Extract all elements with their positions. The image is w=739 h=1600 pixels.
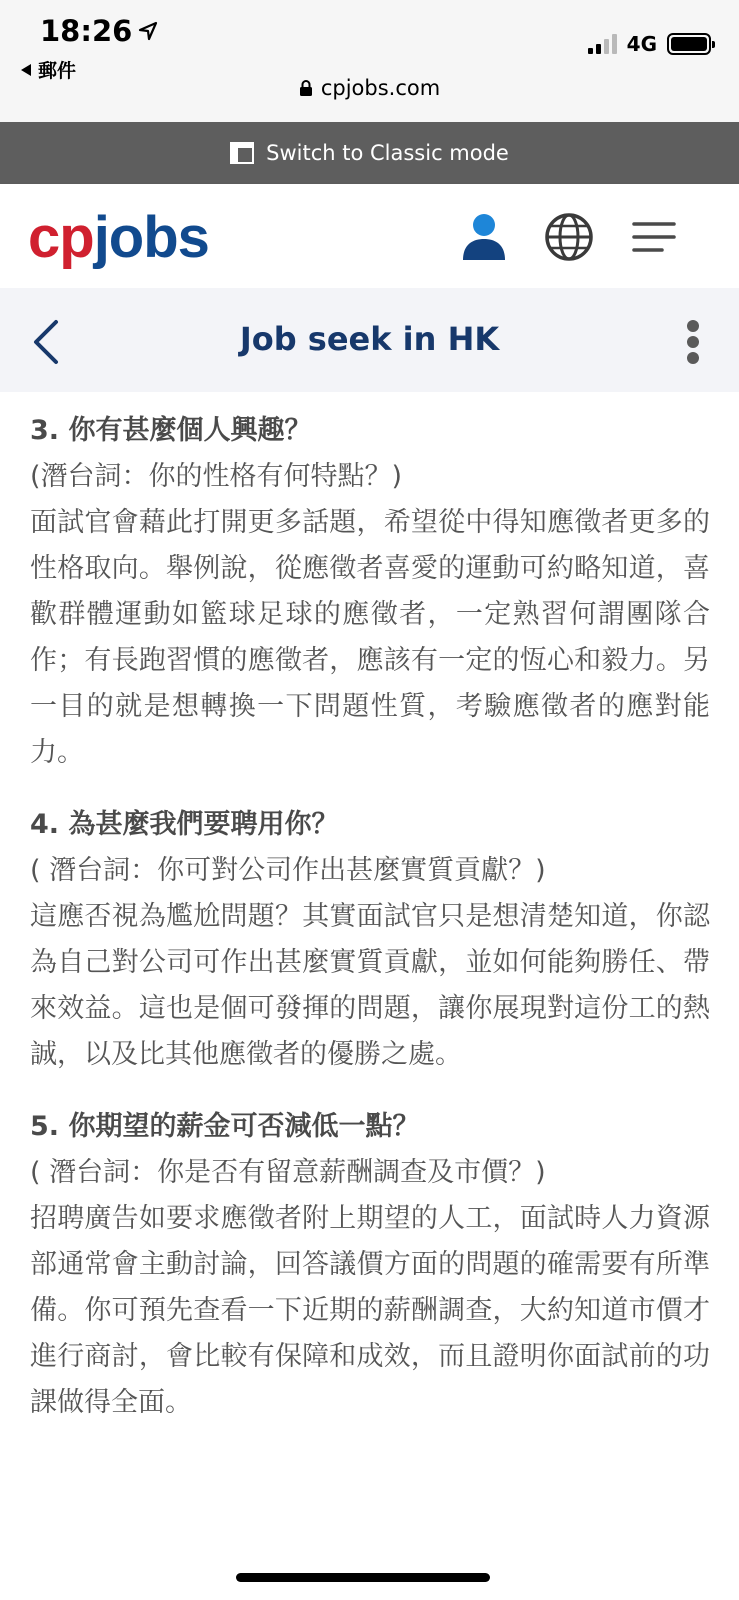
section-body: 這應否視為尷尬問題？其實面試官只是想清楚知道，你認為自己對公司可作出甚麼實質貢獻，並如何能夠勝任、帶來效益。這也是個可發揮的問題，讓你展現對這份工的熱誠，以及比其他應徵者的優勝之處。 — [30, 901, 710, 1070]
back-app-label: 郵件 — [38, 60, 77, 82]
back-triangle-icon — [20, 63, 32, 77]
battery-icon — [667, 33, 711, 55]
section-body: 招聘廣告如要求應徵者附上期望的人工，面試時人力資源部通常會主動討論，回答議價方面的問題的確需要有所準備。你可預先查看一下近期的薪酬調查，大約知道市價才進行商討，會比較有保障和成效，而且證明你面試前的功課做得全面。 — [30, 1203, 710, 1418]
section-subtitle: ( 潛台詞：你可對公司作出甚麼實質貢獻？) — [30, 855, 546, 886]
user-account-icon[interactable] — [460, 212, 508, 262]
section-subtitle: ( 潛台詞：你是否有留意薪酬調查及市價？) — [30, 1157, 546, 1188]
status-bar — [0, 0, 739, 122]
section-body: 面試官會藉此打開更多話題，希望從中得知應徵者更多的性格取向。舉例說，從應徵者喜愛的運動可約略知道，喜歡群體運動如籃球足球的應徵者，一定熟習何謂團隊合作；有長跑習慣的應徵者，應該有一定的恆心和毅力。另一目的就是想轉換一下問題性質，考驗應徵者的應對能力。 — [30, 507, 710, 768]
site-header — [0, 184, 739, 288]
article-section — [30, 408, 710, 776]
network-type: 4G — [626, 32, 657, 56]
status-indicators — [588, 32, 711, 56]
page-title: Job seek in HK — [239, 320, 500, 358]
article-content — [30, 408, 710, 1452]
time-label: 18:26 — [40, 14, 133, 48]
address-bar[interactable] — [0, 76, 739, 100]
lock-icon — [299, 79, 313, 97]
more-options-icon[interactable] — [685, 318, 701, 366]
switch-classic-mode-button[interactable] — [0, 122, 739, 184]
status-time — [40, 14, 158, 48]
url-text: cpjobs.com — [320, 76, 441, 100]
hamburger-menu-icon[interactable] — [632, 212, 676, 262]
home-indicator[interactable] — [236, 1573, 490, 1582]
logo-jobs: jobs — [93, 205, 209, 270]
logo-cp: cp — [28, 205, 94, 270]
section-title: 4. 為甚麼我們要聘用你？ — [30, 809, 339, 840]
location-arrow-icon — [138, 21, 158, 41]
section-subtitle: (潛台詞：你的性格有何特點？) — [30, 461, 403, 492]
section-title: 3. 你有甚麼個人興趣？ — [30, 415, 312, 446]
cpjobs-logo[interactable] — [28, 204, 209, 271]
section-title: 5. 你期望的薪金可否減低一點？ — [30, 1111, 420, 1142]
cellular-signal-icon — [588, 34, 617, 54]
page-title-bar — [0, 288, 739, 392]
layout-icon — [230, 142, 254, 164]
globe-language-icon[interactable] — [544, 212, 594, 262]
article-section — [30, 802, 710, 1078]
classic-mode-label: Switch to Classic mode — [266, 141, 509, 165]
article-section — [30, 1104, 710, 1426]
